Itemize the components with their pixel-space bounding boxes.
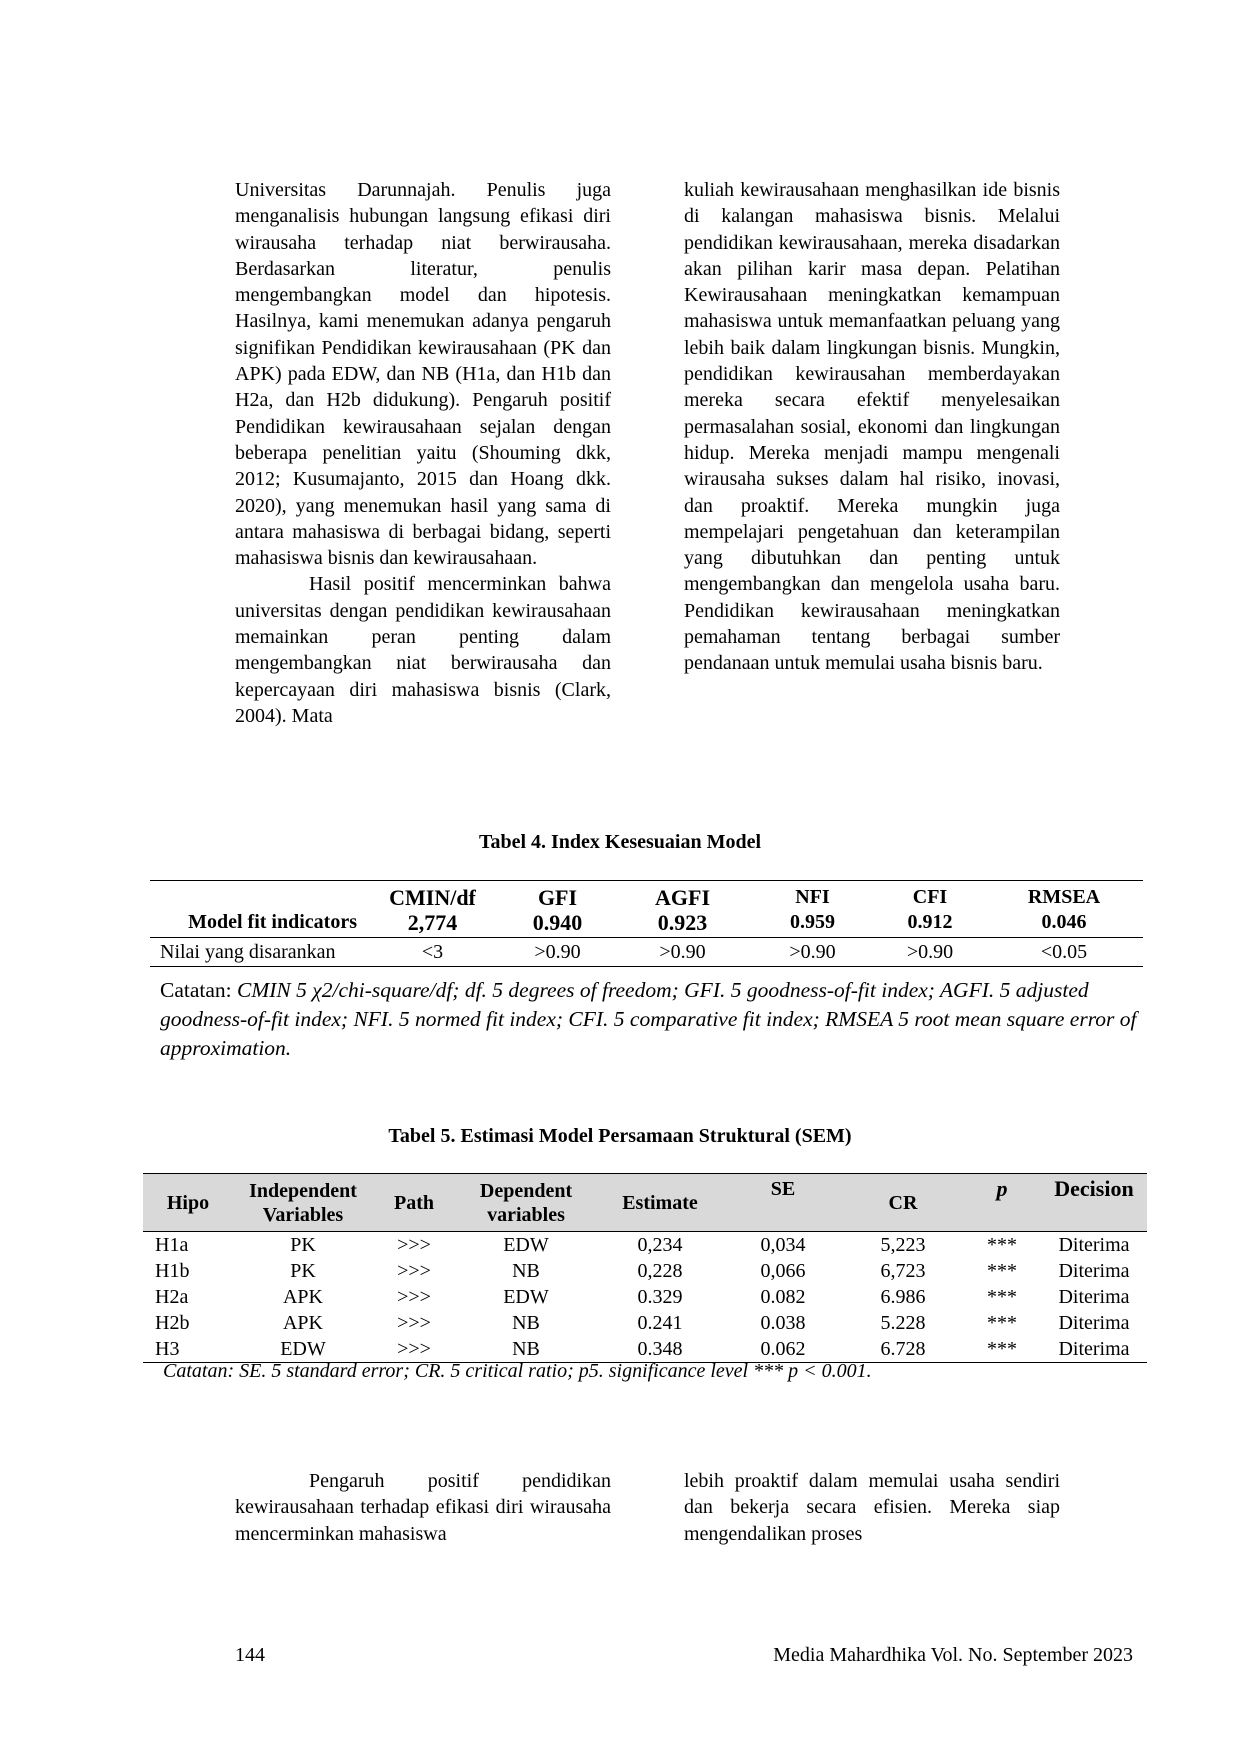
cell-estimate: 0.241 xyxy=(637,1312,683,1334)
page-number: 144 xyxy=(235,1644,265,1666)
table-row xyxy=(143,1232,1147,1259)
cell-path: >>> xyxy=(397,1286,431,1308)
table4-model-fit xyxy=(150,880,1143,967)
body-column-bottom-left xyxy=(235,1468,611,1547)
header-line: variables xyxy=(487,1203,565,1226)
table4-col-value: 0.923 xyxy=(657,910,708,935)
table4-col-name: CFI xyxy=(912,886,948,908)
paragraph: lebih proaktif dalam memulai usaha sendiri dan bekerja secara efisien. Mereka siap mengendalikan proses xyxy=(684,1470,1060,1545)
table4-caption: Tabel 4. Index Kesesuaian Model xyxy=(478,831,762,853)
table5-caption: Tabel 5. Estimasi Model Persamaan Struktural (SEM) xyxy=(388,1125,852,1147)
table4-col-name: RMSEA xyxy=(1027,886,1101,908)
cell-dv: NB xyxy=(512,1260,540,1282)
cell-estimate: 0.329 xyxy=(637,1286,683,1308)
table4-header-label: Model fit indicators xyxy=(188,911,357,933)
cell-cr: 5,223 xyxy=(880,1234,926,1256)
table4-col-value: 0.046 xyxy=(1041,911,1087,933)
body-column-bottom-right xyxy=(684,1468,1060,1547)
cell-cr: 6.728 xyxy=(880,1338,926,1360)
body-column-left xyxy=(235,177,611,729)
body-column-right xyxy=(684,177,1060,677)
table5-header-path: Path xyxy=(394,1191,434,1214)
paragraph: kuliah kewirausahaan menghasilkan ide bisnis di kalangan mahasiswa bisnis. Melalui pendidikan kewirausahaan, mereka disadarkan akan pilihan karir masa depan. Pelatihan Kewirausahaan meningkatkan kemampuan mahasiswa untuk memanfaatkan peluang yang lebih baik dalam lingkungan bisnis. Mungkin, pendidikan kewirausahan memberdayakan mereka secara efektif menyelesaikan permasalahan sosial, ekonomi dan lingkungan hidup. Mereka menjadi mampu mengenali wirausaha sukses dalam hal risiko, inovasi, dan proaktif. Mereka mungkin juga mempelajari pengetahuan dan keterampilan yang dibutuhkan dan penting untuk mengembangkan dan mengelola usaha baru. Pendidikan kewirausahaan meningkatkan pemahaman tentang berbagai sumber pendanaan untuk memulai usaha bisnis baru. xyxy=(684,179,1060,675)
table4-recommended-label: Nilai yang disarankan xyxy=(160,941,336,963)
table4-cell: >0.90 xyxy=(659,941,706,963)
table5-header-se: SE xyxy=(770,1178,796,1200)
table4-col-value: 2,774 xyxy=(407,910,458,935)
cell-cr: 6,723 xyxy=(880,1260,926,1282)
header-line: Dependent xyxy=(479,1179,573,1202)
cell-estimate: 0,228 xyxy=(637,1260,683,1282)
table4-col-cfi xyxy=(875,881,985,938)
table4-col-gfi xyxy=(500,881,615,938)
table4-cell: >0.90 xyxy=(906,941,954,963)
cell-hipo: H2a xyxy=(155,1286,189,1308)
cell-dv: EDW xyxy=(503,1286,549,1308)
paragraph: Universitas Darunnajah. Penulis juga menganalisis hubungan langsung efikasi diri wirausaha terhadap niat berwirausaha. Berdasarkan literatur, penulis mengembangkan model dan hipotesis. Hasilnya, kami menemukan adanya pengaruh signifikan Pendidikan kewirausahaan (PK dan APK) pada EDW, dan NB (H1a, dan H1b dan H2a, dan H2b didukung). Pengaruh positif Pendidikan kewirausahaan sejalan dengan beberapa penelitian yaitu (Shouming dkk, 2012; Kusumajanto, 2015 dan Hoang dkk. 2020), yang menemukan hasil yang sama di antara mahasiswa di berbagai bidang, seperti mahasiswa bisnis dan kewirausahaan. xyxy=(235,179,611,570)
cell-p: *** xyxy=(987,1312,1017,1334)
cell-estimate: 0,234 xyxy=(637,1234,683,1256)
table4-col-value: 0.912 xyxy=(907,911,953,933)
cell-se: 0.062 xyxy=(760,1338,806,1360)
cell-iv: PK xyxy=(290,1234,316,1256)
table4-col-value: 0.940 xyxy=(532,910,583,935)
cell-decision: Diterima xyxy=(1058,1286,1130,1308)
cell-p: *** xyxy=(987,1234,1017,1256)
cell-hipo: H1b xyxy=(155,1260,190,1282)
table4-header-row xyxy=(150,881,1143,938)
table5-header-hipo: Hipo xyxy=(166,1191,210,1214)
table5-header-decision: Decision xyxy=(1054,1176,1134,1201)
cell-iv: APK xyxy=(282,1286,323,1308)
table5-header-row xyxy=(143,1174,1147,1232)
table4-note xyxy=(160,976,1150,1063)
cell-dv: NB xyxy=(512,1338,540,1360)
table4-cell: <3 xyxy=(421,941,444,963)
table4-col-name: CMIN/df xyxy=(389,885,476,910)
cell-cr: 5.228 xyxy=(880,1312,926,1334)
cell-cr: 6.986 xyxy=(880,1286,926,1308)
table5-header-cr: CR xyxy=(888,1191,918,1214)
cell-se: 0,034 xyxy=(760,1234,806,1256)
cell-path: >>> xyxy=(397,1312,431,1334)
cell-p: *** xyxy=(987,1286,1017,1308)
header-line: Variables xyxy=(262,1203,344,1226)
table4-col-nfi xyxy=(750,881,875,938)
cell-path: >>> xyxy=(397,1260,431,1282)
table4-col-agfi xyxy=(615,881,750,938)
table4-recommended-row xyxy=(150,938,1143,967)
cell-dv: NB xyxy=(512,1312,540,1334)
table4-cell: <0.05 xyxy=(1040,941,1088,963)
table5-header-dependent xyxy=(455,1174,597,1232)
table-row xyxy=(143,1336,1147,1363)
table5-header-estimate: Estimate xyxy=(622,1191,698,1214)
table4-col-name: AGFI xyxy=(655,885,710,910)
cell-iv: APK xyxy=(282,1312,323,1334)
cell-hipo: H1a xyxy=(155,1234,189,1256)
table4-col-rmsea xyxy=(985,881,1143,938)
table-row xyxy=(143,1284,1147,1310)
cell-dv: EDW xyxy=(503,1234,549,1256)
table4-note-text: CMIN 5 χ2/chi-square/df; df. 5 degrees of freedom; GFI. 5 goodness-of-fit index; AGFI. 5 adjusted goodness-of-fit index; NFI. 5 normed fit index; CFI. 5 comparative fit index; RMSEA 5 root mean square error of approximation. xyxy=(160,978,1137,1060)
cell-se: 0.082 xyxy=(760,1286,806,1308)
cell-decision: Diterima xyxy=(1058,1312,1130,1334)
table4-col-name: GFI xyxy=(537,885,578,910)
table4-note-prefix: Catatan: xyxy=(160,978,238,1002)
header-line: Independent xyxy=(249,1179,357,1202)
journal-footer: Media Mahardhika Vol. No. September 2023 xyxy=(773,1644,1133,1666)
cell-hipo: H3 xyxy=(155,1338,180,1360)
table4-cell: >0.90 xyxy=(534,941,581,963)
table4-cell: >0.90 xyxy=(789,941,836,963)
table-row xyxy=(143,1258,1147,1284)
table5-sem-estimates xyxy=(143,1173,1147,1363)
cell-p: *** xyxy=(987,1338,1017,1360)
cell-se: 0.038 xyxy=(760,1312,806,1334)
cell-decision: Diterima xyxy=(1058,1234,1130,1256)
table5-note: Catatan: SE. 5 standard error; CR. 5 critical ratio; p5. significance level *** p < 0.001. xyxy=(163,1360,872,1382)
cell-path: >>> xyxy=(397,1234,431,1256)
paragraph: Hasil positif mencerminkan bahwa universitas dengan pendidikan kewirausahaan memainkan peran penting dalam mengembangkan niat berwirausaha dan kepercayaan diri mahasiswa bisnis (Clark, 2004). Mata xyxy=(235,573,611,727)
cell-decision: Diterima xyxy=(1058,1338,1130,1360)
cell-p: *** xyxy=(987,1260,1017,1282)
cell-decision: Diterima xyxy=(1058,1260,1130,1282)
cell-path: >>> xyxy=(397,1338,431,1360)
cell-iv: PK xyxy=(290,1260,316,1282)
cell-se: 0,066 xyxy=(760,1260,806,1282)
table4-col-cmin xyxy=(365,881,500,938)
cell-iv: EDW xyxy=(280,1338,326,1360)
table5-header-independent xyxy=(233,1174,373,1232)
table5-header-p: p xyxy=(996,1176,1008,1201)
cell-estimate: 0.348 xyxy=(637,1338,683,1360)
table4-col-value: 0.959 xyxy=(790,911,835,933)
table-row xyxy=(143,1310,1147,1336)
table4-col-name: NFI xyxy=(795,886,830,908)
cell-hipo: H2b xyxy=(155,1312,190,1334)
paragraph: Pengaruh positif pendidikan kewirausahaan terhadap efikasi diri wirausaha mencerminkan mahasiswa xyxy=(235,1470,611,1545)
